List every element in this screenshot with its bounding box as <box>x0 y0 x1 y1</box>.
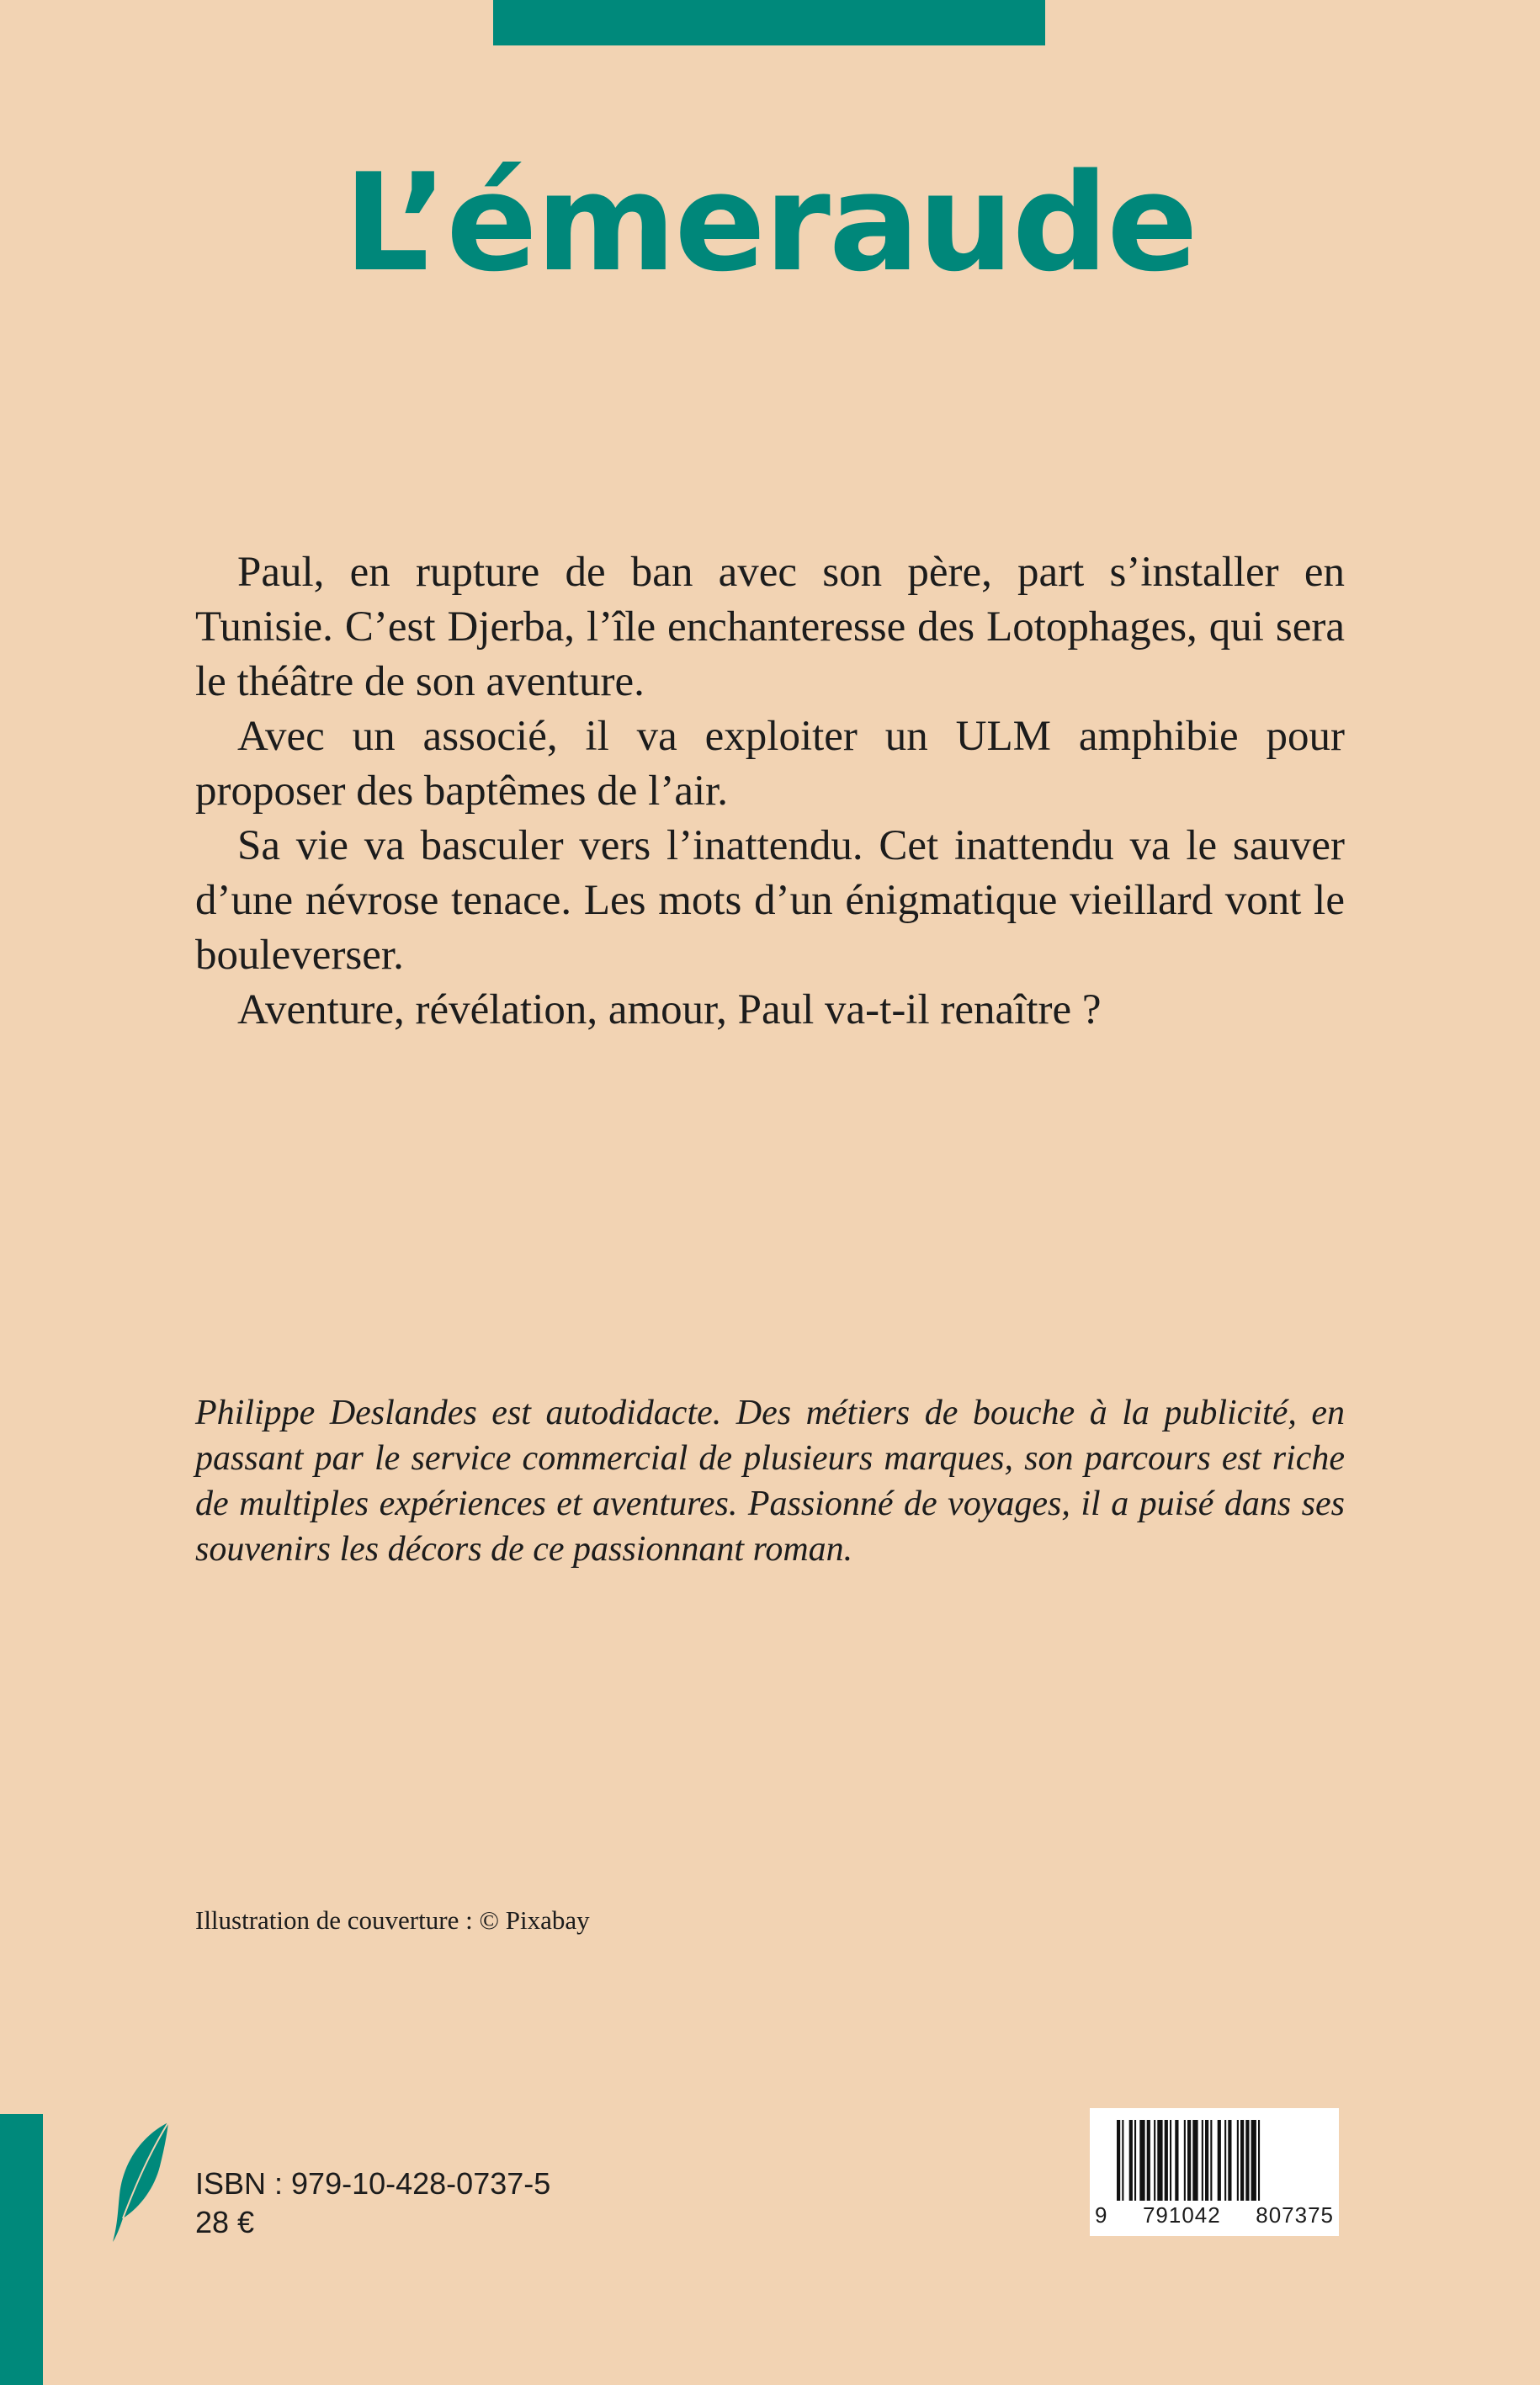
barcode-bar <box>1134 2120 1136 2201</box>
barcode-bar <box>1240 2120 1244 2201</box>
synopsis-paragraph: Avec un associé, il va exploiter un ULM amphibie pour proposer des baptêmes de l’air. <box>195 713 1345 815</box>
barcode-bar <box>1187 2120 1191 2201</box>
top-accent-bar <box>493 0 1045 45</box>
illustration-credit: Illustration de couverture : © Pixabay <box>195 1905 590 1935</box>
barcode-bar <box>1139 2120 1144 2201</box>
feather-icon <box>108 2119 175 2245</box>
book-title: L’émeraude <box>343 144 1197 301</box>
isbn: ISBN : 979-10-428-0737-5 <box>195 2166 551 2201</box>
barcode-bar <box>1210 2120 1212 2201</box>
barcode-bar <box>1157 2120 1162 2201</box>
synopsis <box>195 545 1345 1038</box>
barcode-bar <box>1224 2120 1226 2201</box>
isbn-price-block <box>195 2165 550 2242</box>
barcode-bar <box>1147 2120 1150 2201</box>
side-accent-bar <box>0 2114 43 2385</box>
barcode-bar <box>1192 2120 1197 2201</box>
synopsis-paragraph: Sa vie va basculer vers l’inattendu. Cet inattendu va le sauver d’une névrose tenace. Les mots d’un énigmatique vieillard vont le bouleverser. <box>195 822 1345 979</box>
barcode-bar <box>1117 2120 1120 2201</box>
barcode-bars <box>1117 2120 1319 2201</box>
barcode-bar <box>1228 2120 1231 2201</box>
barcode-bar <box>1175 2120 1178 2201</box>
barcode <box>1090 2108 1339 2236</box>
synopsis-paragraph: Aventure, révélation, amour, Paul va-t-il renaître ? <box>237 986 1102 1033</box>
barcode-bar <box>1258 2120 1260 2201</box>
barcode-bar <box>1202 2120 1203 2201</box>
barcode-digits-left: 791042 <box>1142 2202 1221 2228</box>
barcode-bar <box>1122 2120 1123 2201</box>
barcode-bar <box>1184 2120 1186 2201</box>
barcode-bar <box>1165 2120 1168 2201</box>
author-bio: Philippe Deslandes est autodidacte. Des métiers de bouche à la publicité, en passant par le service commercial de plusieurs marques, son parcours est riche de multiples expériences et aventures. Passionné de voyages, il a puisé dans ses souvenirs les décors de ce passionnant roman. <box>195 1394 1345 1569</box>
barcode-digits-right: 807375 <box>1256 2202 1334 2228</box>
barcode-bar <box>1170 2120 1171 2201</box>
barcode-bar <box>1154 2120 1155 2201</box>
barcode-bar <box>1237 2120 1239 2201</box>
barcode-bar <box>1251 2120 1256 2201</box>
barcode-bar <box>1245 2120 1249 2201</box>
barcode-digit-first: 9 <box>1095 2202 1108 2228</box>
barcode-bar <box>1205 2120 1208 2201</box>
synopsis-paragraph: Paul, en rupture de ban avec son père, part s’installer en Tunisie. C’est Djerba, l’île enchanteresse des Lotophages, qui sera le théâtre de son aventure. <box>195 549 1345 705</box>
price: 28 € <box>195 2205 255 2239</box>
barcode-digits <box>1095 2202 1334 2228</box>
barcode-bar <box>1218 2120 1221 2201</box>
barcode-bar <box>1129 2120 1133 2201</box>
